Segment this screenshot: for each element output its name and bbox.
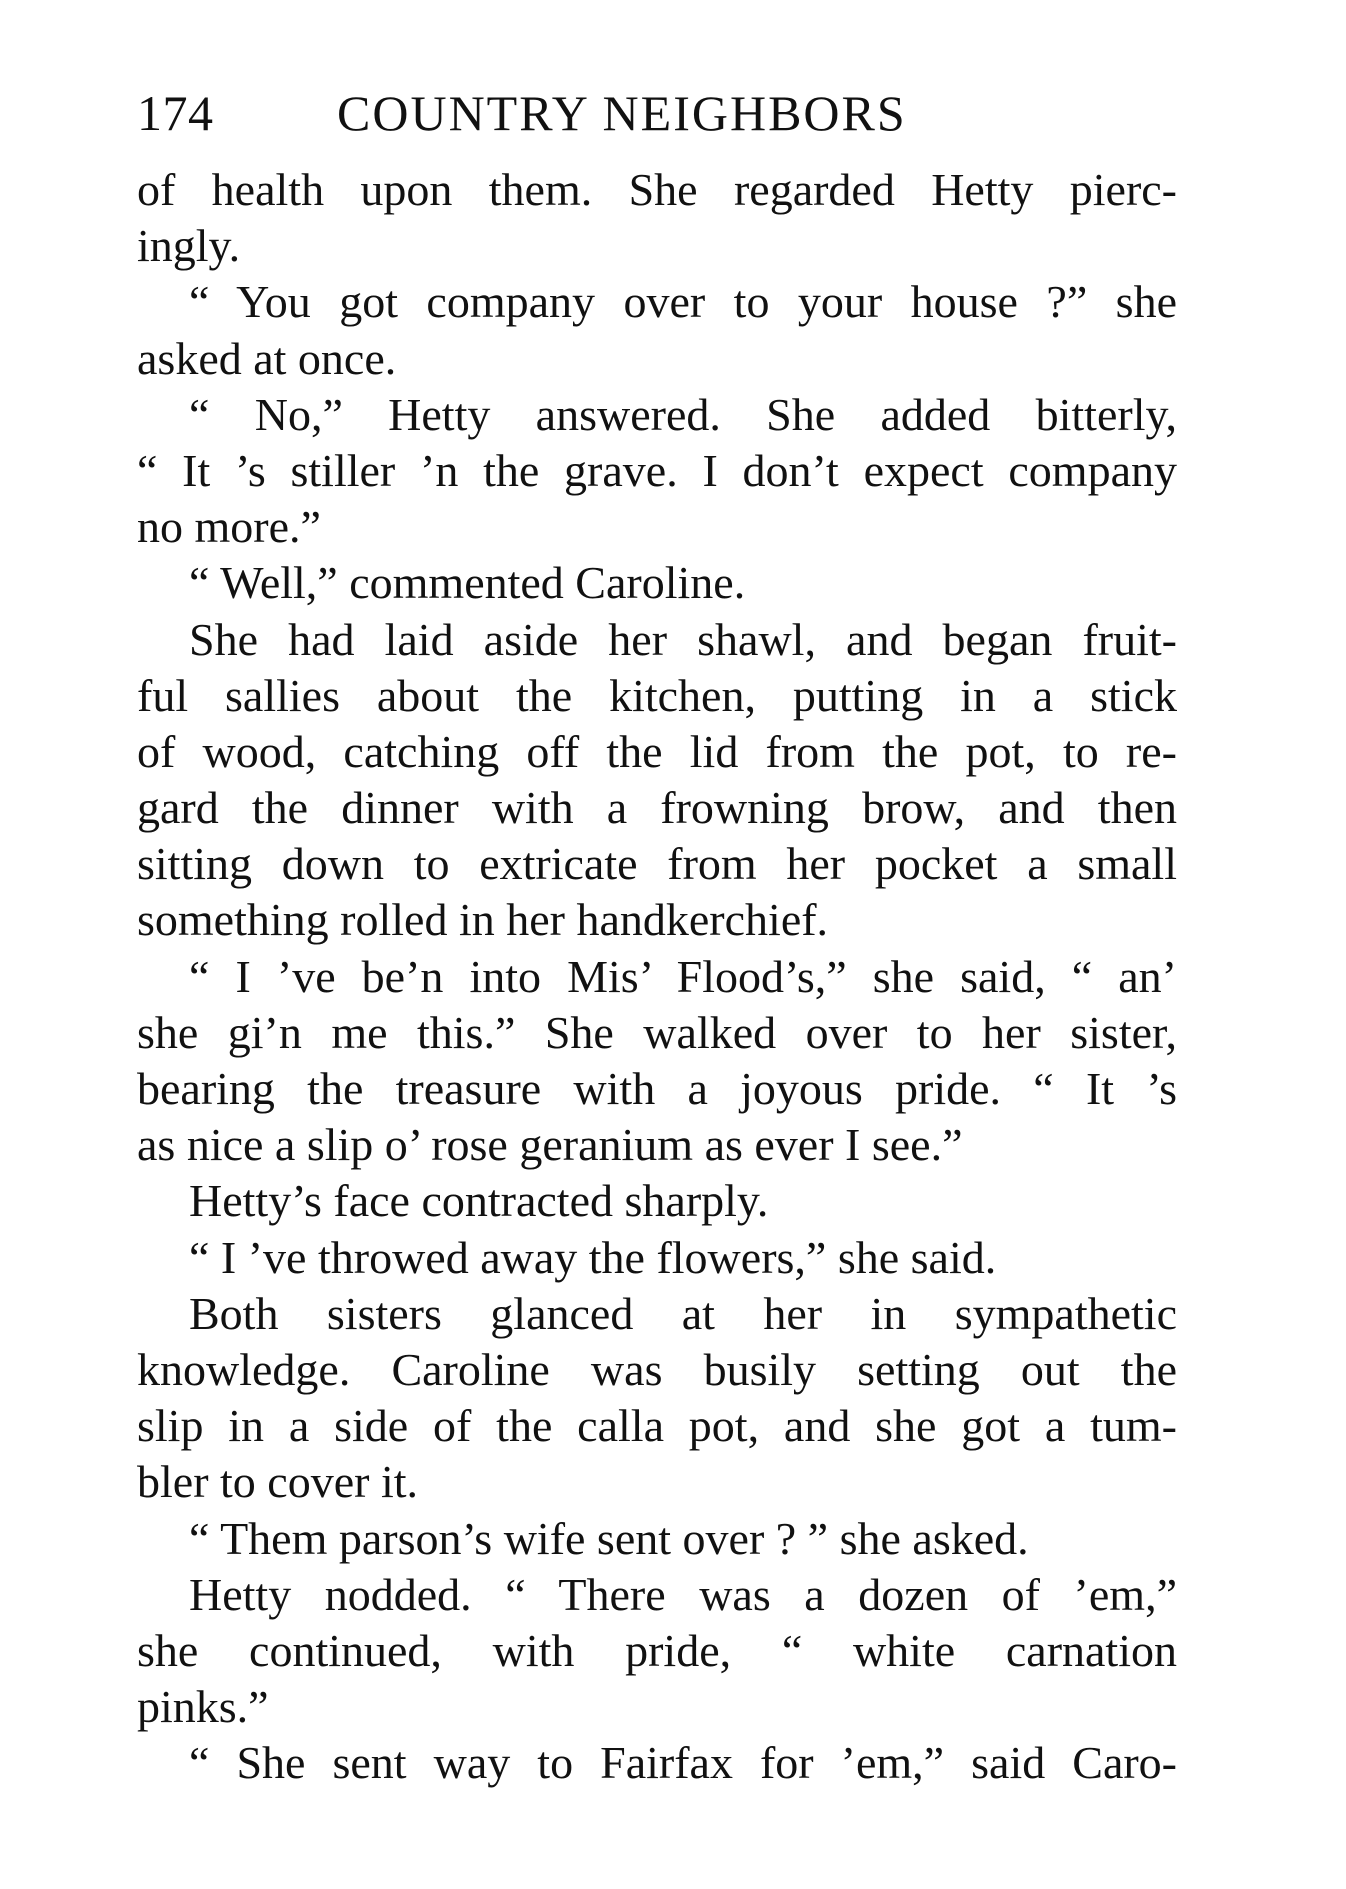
text-line: pinks.”	[137, 1681, 269, 1733]
text-line: of health upon them. She regarded Hetty pierc-	[137, 164, 1177, 215]
text-line: Hetty’s face contracted sharply.	[189, 1175, 769, 1227]
text-line: sitting down to extricate from her pocket a small	[137, 838, 1177, 890]
text-line: “ Well,” commented Caroline.	[189, 557, 746, 609]
text-line: Both sisters glanced at her in sympathetic	[189, 1287, 1177, 1339]
text-line: “ You got company over to your house ?” she	[189, 276, 1177, 328]
running-head	[137, 78, 1197, 148]
text-line: no more.”	[137, 501, 321, 553]
text-line: she continued, with pride, “ white carnation	[137, 1624, 1177, 1676]
text-line: she gi’n me this.” She walked over to her sister,	[137, 1006, 1177, 1058]
text-line: “ I ’ve be’n into Mis’ Flood’s,” she said, “ an’	[189, 950, 1177, 1002]
text-line: She had laid aside her shawl, and began fruit-	[189, 613, 1177, 665]
text-line: ingly.	[137, 220, 241, 272]
text-line: slip in a side of the calla pot, and she got a tum-	[137, 1400, 1177, 1452]
text-line: “ No,” Hetty answered. She added bitterly,	[189, 388, 1177, 440]
text-line: “ It ’s stiller ’n the grave. I don’t expect company	[137, 444, 1177, 496]
text-line: “ I ’ve throwed away the flowers,” she said.	[189, 1231, 997, 1283]
text-line: ful sallies about the kitchen, putting in a stick	[137, 669, 1177, 721]
text-line: “ She sent way to Fairfax for ’em,” said Caro-	[189, 1737, 1177, 1789]
text-line: “ Them parson’s wife sent over ? ” she asked.	[189, 1512, 1029, 1564]
text-line: bearing the treasure with a joyous pride. “ It ’s	[137, 1063, 1177, 1114]
page-number: 174	[137, 85, 214, 141]
text-line: asked at once.	[137, 332, 397, 384]
text-line: bler to cover it.	[137, 1456, 419, 1508]
text-line: gard the dinner with a frowning brow, and then	[137, 782, 1177, 834]
text-line: as nice a slip o’ rose geranium as ever I see.”	[137, 1119, 963, 1171]
text-line: Hetty nodded. “ There was a dozen of ’em,”	[189, 1568, 1177, 1620]
running-title: COUNTRY NEIGHBORS	[337, 85, 907, 141]
text-line: knowledge. Caroline was busily setting out the	[137, 1343, 1177, 1395]
text-line: something rolled in her handkerchief.	[137, 894, 829, 946]
body-text	[137, 162, 1177, 1791]
text-line: of wood, catching off the lid from the pot, to re-	[137, 725, 1177, 777]
